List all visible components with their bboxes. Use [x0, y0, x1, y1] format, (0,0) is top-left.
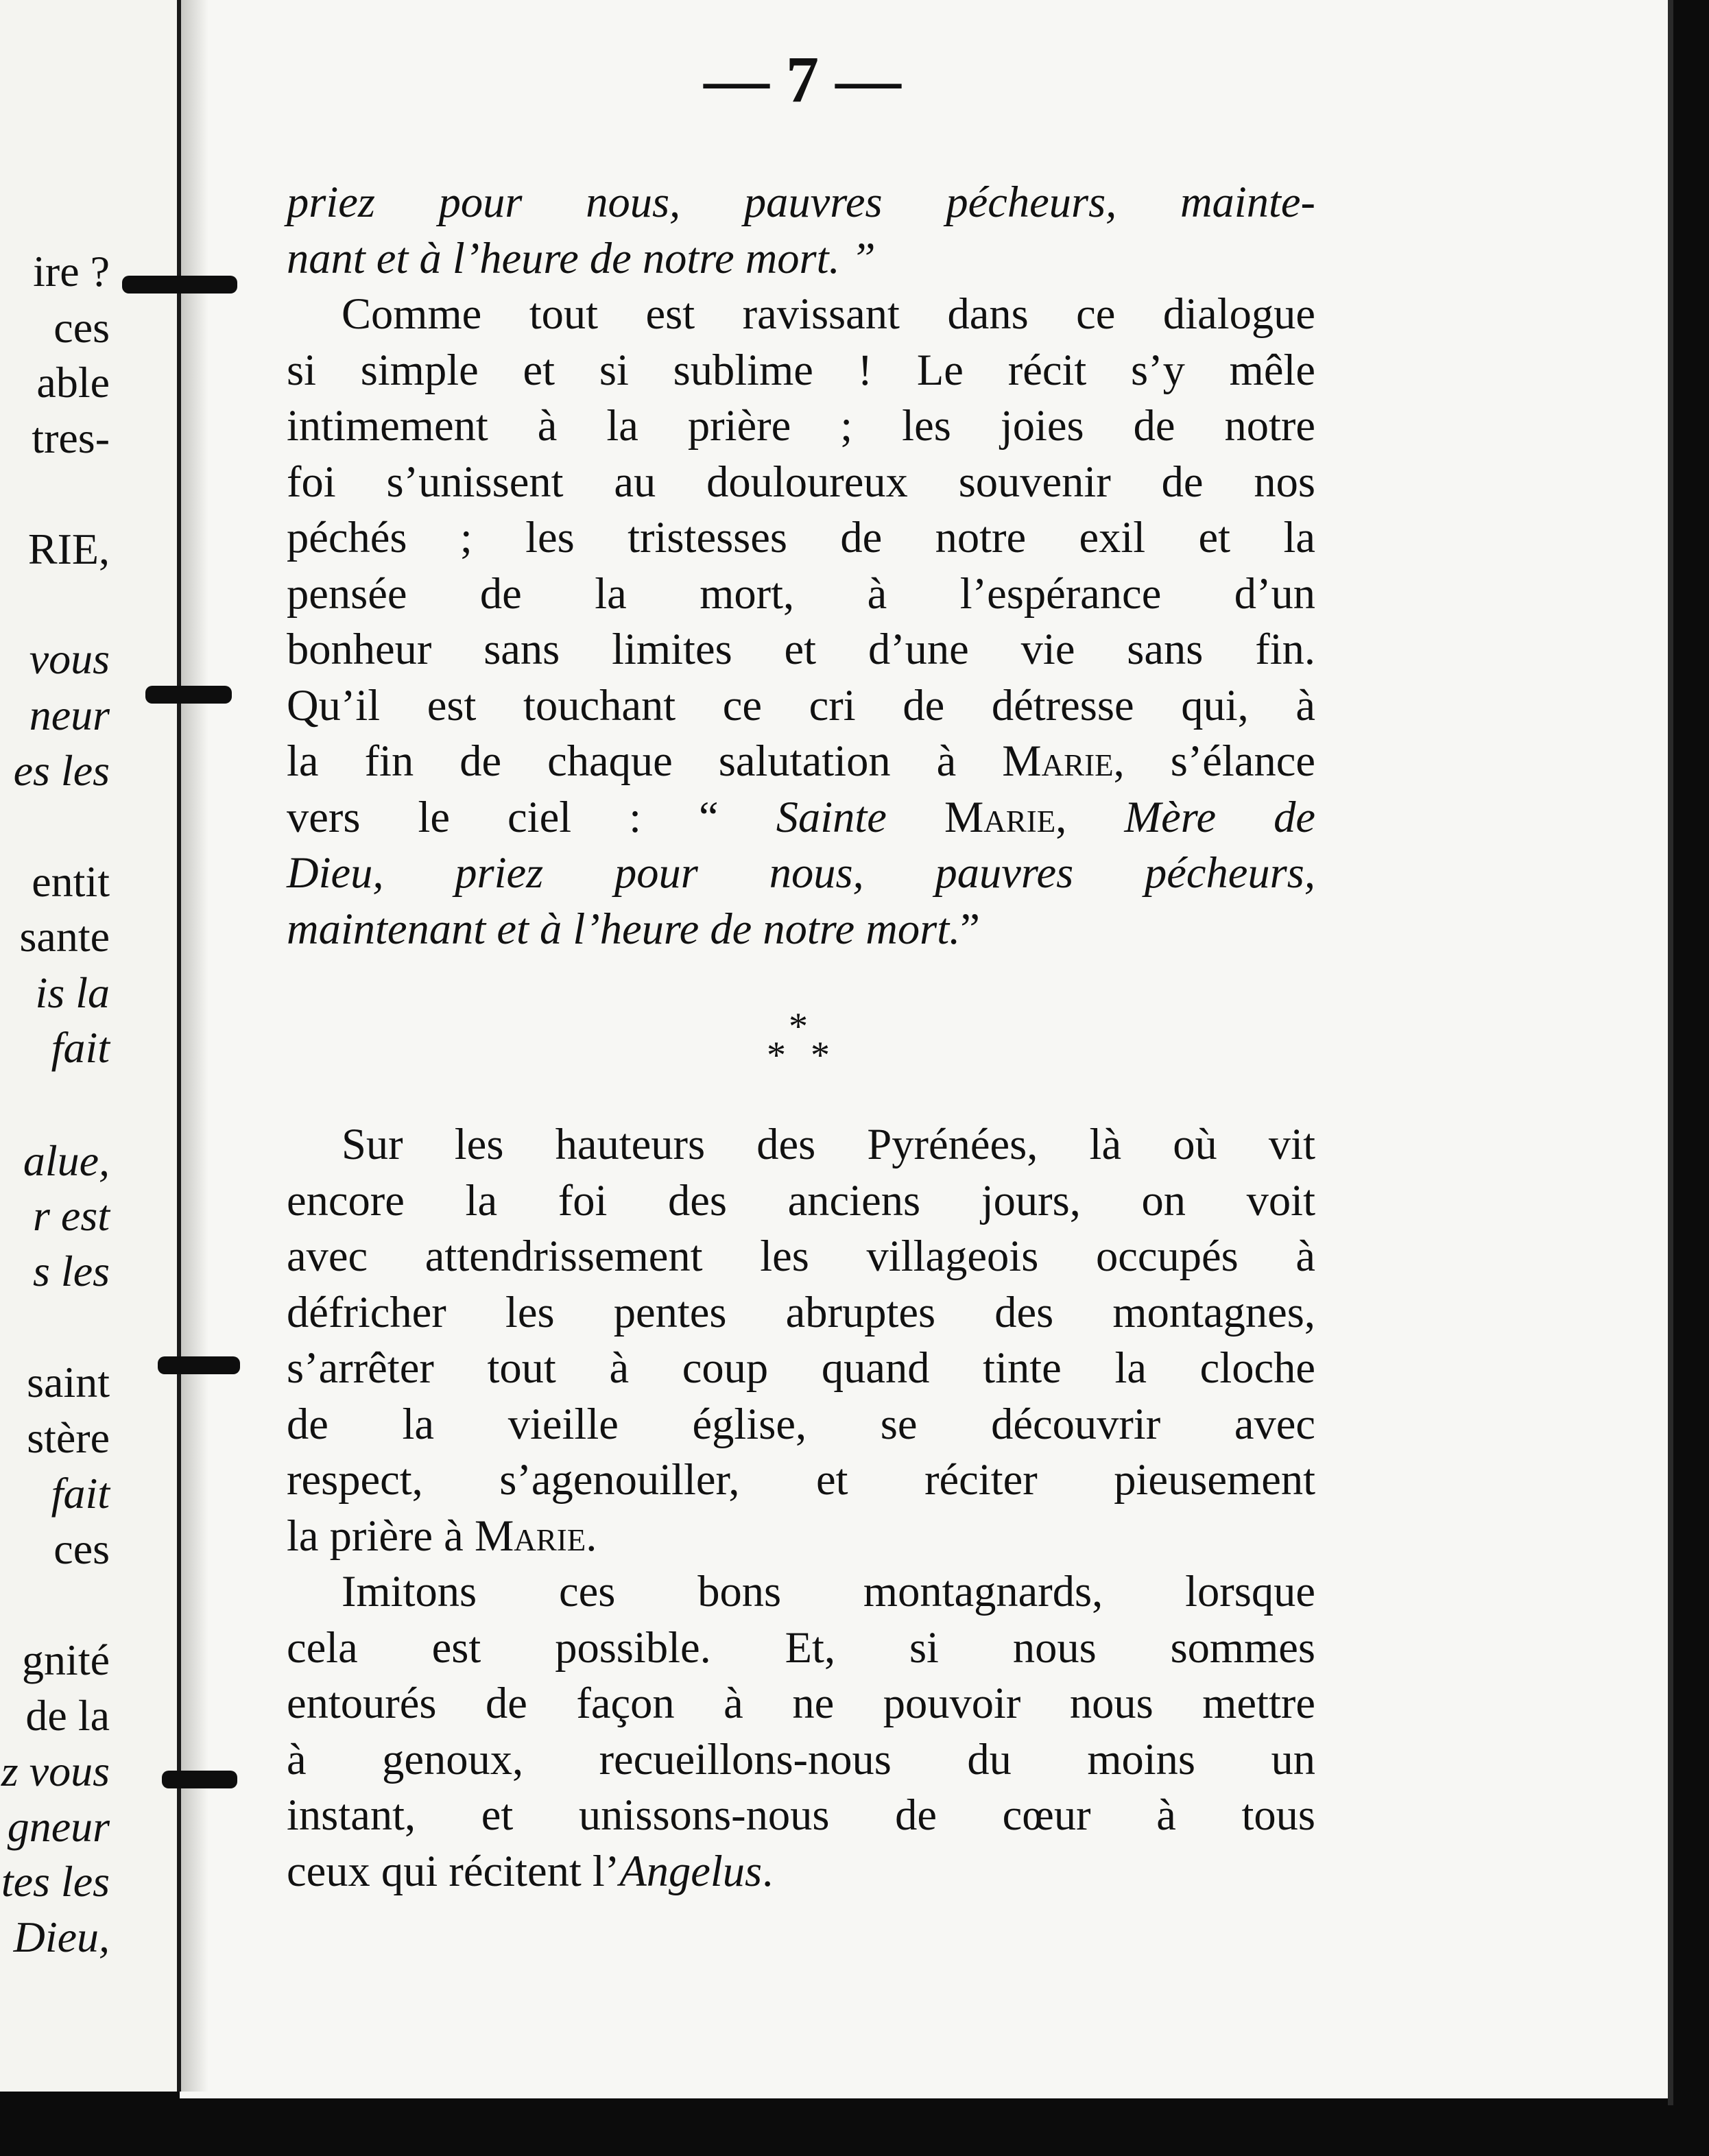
text-line [287, 1843, 1315, 1900]
text-run: , [1055, 792, 1125, 841]
text-run: de la vieille église, se découvrir avec [287, 1399, 1315, 1448]
text-run: encore la foi des anciens jours, on voit [287, 1175, 1315, 1225]
left-page-fragment: es les [13, 746, 110, 795]
text-line [287, 1620, 1315, 1676]
text-run: Angelus [619, 1846, 763, 1895]
text-run: ” [960, 904, 980, 953]
left-page-fragment: entit [32, 857, 110, 906]
separator-star: * [789, 1005, 808, 1048]
left-page-fragment: alue, [23, 1136, 110, 1185]
text-run: si simple et si sublime ! Le récit s’y mêle [287, 345, 1315, 394]
text-run: Mère de [1124, 792, 1316, 841]
text-line [287, 230, 1315, 287]
left-page-fragment: vous [29, 634, 110, 683]
text-run: Comme tout est ravissant dans ce dialogue [342, 289, 1315, 338]
text-line [287, 678, 1315, 734]
binding-stitch [122, 276, 237, 294]
text-run: . [762, 1846, 774, 1895]
left-page-fragment: fait [51, 1023, 110, 1072]
text-run: respect, s’agenouiller, et réciter pieusement [287, 1455, 1315, 1504]
text-run: défricher les pentes abruptes des montagnes, [287, 1287, 1315, 1337]
text-run: foi s’unissent au douloureux souvenir de nos [287, 457, 1315, 506]
text-line [287, 1675, 1315, 1732]
left-page-fragment: able [36, 358, 110, 407]
left-page-fragment: fait [51, 1469, 110, 1518]
text-line [287, 174, 1315, 230]
text-line [287, 1396, 1315, 1452]
text-line [287, 1564, 1315, 1620]
left-page-fragment: ces [53, 303, 110, 352]
text-run: la fin de chaque salutation à [287, 736, 1003, 785]
binding-stitch [158, 1356, 240, 1374]
text-line [287, 1508, 1315, 1564]
left-page-fragment: s les [33, 1247, 110, 1295]
text-run: Marie [1002, 736, 1114, 785]
text-line [287, 398, 1315, 454]
text-line [287, 566, 1315, 622]
text-run: pensée de la mort, à l’espérance d’un [287, 568, 1315, 618]
left-page-fragment: neur [29, 691, 110, 739]
left-page-fragment: r est [33, 1191, 110, 1240]
text-run: Qu’il est touchant ce cri de détresse qui, à [287, 680, 1315, 730]
text-run: Marie [474, 1511, 586, 1560]
text-line [287, 286, 1315, 342]
text-run: cela est possible. Et, si nous sommes [287, 1622, 1315, 1672]
text-line [287, 1284, 1315, 1341]
text-run: Sur les hauteurs des Pyrénées, là où vit [342, 1120, 1315, 1169]
text-run: Dieu, priez pour nous, pauvres pécheurs, [287, 848, 1315, 897]
text-run: intimement à la prière ; les joies de notre [287, 401, 1315, 450]
text-run: , s’élance [1113, 736, 1315, 785]
paragraph-angelus [287, 1564, 1315, 1899]
left-page-fragment: tes les [1, 1857, 110, 1906]
text-line [287, 1173, 1315, 1229]
text-run: nant et à l’heure de notre mort. ” [287, 233, 876, 283]
text-run: à genoux, recueillons-nous du moins un [287, 1734, 1315, 1784]
text-line [287, 1452, 1315, 1508]
paragraph-pyrenees [287, 1116, 1315, 1564]
left-page-fragment: sante [19, 912, 110, 961]
left-page-fragment: Dieu, [13, 1913, 110, 1961]
left-page-fragment: tres- [32, 414, 110, 462]
text-line [287, 1340, 1315, 1396]
left-page-fragment: stère [27, 1413, 110, 1462]
text-line [287, 733, 1315, 789]
text-run: entourés de façon à ne pouvoir nous mettre [287, 1679, 1315, 1727]
text-run: instant, et unissons-nous de cœur à tous [287, 1790, 1315, 1839]
text-run: maintenant et à l’heure de notre mort. [287, 904, 961, 953]
paragraph-dialogue [287, 286, 1315, 957]
paragraph-continued [287, 174, 1315, 286]
left-page-fragment: RIE, [27, 525, 110, 573]
page-number: — 7 — [704, 43, 901, 116]
left-page-fragment: de la [25, 1691, 110, 1740]
text-run: Imitons ces bons montagnards, lorsque [342, 1567, 1315, 1616]
text-run: la prière à [287, 1511, 475, 1560]
text-run: priez pour nous, pauvres pécheurs, mainte- [287, 178, 1315, 226]
text-line [287, 789, 1315, 846]
text-line [287, 454, 1315, 510]
left-page-fragment: ces [53, 1524, 110, 1573]
text-run: Sainte [776, 792, 944, 841]
text-line [287, 621, 1315, 678]
text-line [287, 901, 1315, 957]
text-run: avec attendrissement les villageois occupés à [287, 1232, 1315, 1280]
text-run: Marie [944, 792, 1056, 841]
text-line [287, 1116, 1315, 1173]
text-line [287, 1732, 1315, 1788]
section-separator [754, 1005, 850, 1080]
text-run: péchés ; les tristesses de notre exil et la [287, 513, 1315, 562]
left-page-fragment: ire ? [33, 247, 110, 296]
binding-stitch [162, 1771, 237, 1788]
right-page-edge [1668, 0, 1673, 2105]
text-run: . [586, 1511, 597, 1560]
text-run: s’arrêter tout à coup quand tinte la cloche [287, 1343, 1315, 1392]
left-page-fragment: gnité [22, 1636, 110, 1684]
text-line [287, 510, 1315, 566]
left-page-fragment: z vous [1, 1747, 110, 1795]
left-page-fragment: gneur [7, 1802, 110, 1851]
text-line [287, 342, 1315, 398]
text-line [287, 1228, 1315, 1284]
left-page-fragment: saint [27, 1358, 110, 1406]
text-run: ceux qui récitent l’ [287, 1846, 620, 1895]
separator-star: * [811, 1034, 830, 1077]
binding-stitch [145, 686, 232, 704]
text-run: bonheur sans limites et d’une vie sans fin. [287, 625, 1315, 673]
text-run: vers le ciel : “ [287, 792, 776, 841]
left-page-fragment: is la [35, 968, 110, 1017]
text-line [287, 845, 1315, 901]
text-line [287, 1787, 1315, 1843]
separator-star: * [767, 1034, 786, 1077]
